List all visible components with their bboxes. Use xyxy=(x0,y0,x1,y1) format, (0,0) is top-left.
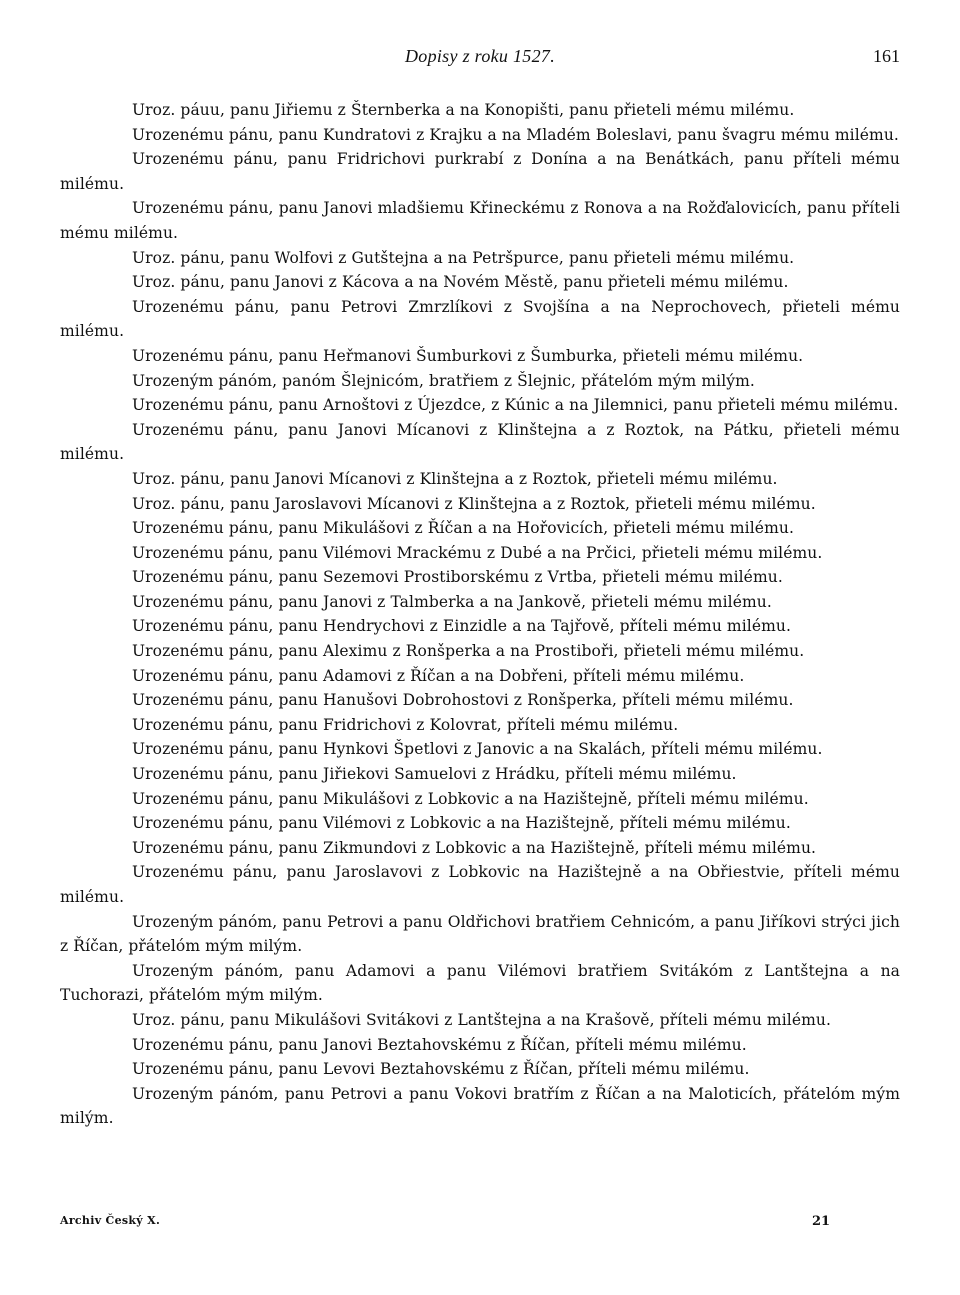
address-entry: Uroz. pánu, panu Jaroslavovi Mícanovi z Klinštejna a z Roztok, přieteli mému milému. xyxy=(132,494,816,513)
address-entry: Urozenému pánu, panu Fridrichovi z Kolovrat, příteli mému milému. xyxy=(132,715,679,734)
address-entry: Urozenému pánu, panu Janovi Beztahovskému z Říčan, příteli mému milému. xyxy=(132,1035,747,1054)
address-entry: Urozenému pánu, panu Petrovi Zmrzlíkovi z Svojšína a na Neprochovech, přieteli mému milému. xyxy=(60,297,900,341)
page-number: 161 xyxy=(873,46,900,66)
page-footer xyxy=(60,1214,900,1236)
address-entry: Urozeným pánóm, panu Petrovi a panu Vokovi bratřím z Říčan a na Maloticích, přátelóm mým milým. xyxy=(60,1084,900,1128)
address-entry: Urozenému pánu, panu Vilémovi z Lobkovic a na Hazištejně, příteli mému milému. xyxy=(132,814,791,833)
address-entry: Urozenému pánu, panu Fridrichovi purkrabí z Donína a na Benátkách, panu příteli mému milému. xyxy=(60,150,900,193)
running-title: Dopisy z roku 1527. xyxy=(404,46,556,66)
address-entry: Urozeným pánóm, panu Petrovi a panu Oldřichovi bratřiem Cehnicóm, a panu Jiříkovi strýci jich z Říčan, přátelóm mým milým. xyxy=(60,912,900,956)
address-entry: Urozenému pánu, panu Heřmanovi Šumburkovi z Šumburka, přieteli mému milému. xyxy=(132,346,804,365)
address-entry: Urozenému pánu, panu Mikulášovi z Lobkovic a na Hazištejně, příteli mému milému. xyxy=(132,789,809,808)
address-entry: Urozenému pánu, panu Levovi Beztahovskému z Říčan, příteli mému milému. xyxy=(132,1060,750,1079)
letter-address-list xyxy=(60,98,900,1131)
address-entry: Urozenému pánu, panu Janovi mladšiemu Křineckému z Ronova a na Rožďalovicích, panu příteli mému milému. xyxy=(60,199,900,242)
address-entry: Uroz. pánu, panu Mikulášovi Svitákovi z Lantštejna a na Krašově, příteli mému milému. xyxy=(132,1010,832,1029)
address-entry: Urozeným pánóm, panu Adamovi a panu Vilémovi bratřiem Svitákóm z Lantštejna a na Tuchorazi, přátelóm mým milým. xyxy=(60,961,900,1005)
address-entry: Urozenému pánu, panu Hanušovi Dobrohostovi z Ronšperka, příteli mému milému. xyxy=(132,691,794,710)
address-entry: Urozenému pánu, panu Adamovi z Říčan a na Dobřeni, příteli mému milému. xyxy=(132,666,745,685)
address-entry: Urozenému pánu, panu Vilémovi Mrackému z Dubé a na Prčici, přieteli mému milému. xyxy=(132,543,823,562)
page-header xyxy=(60,46,900,76)
footer-signature-number: 21 xyxy=(812,1214,831,1229)
address-entry: Urozenému pánu, panu Aleximu z Ronšperka a na Prostiboři, přieteli mému milému. xyxy=(132,642,805,661)
address-entry: Urozenému pánu, panu Hynkovi Špetlovi z Janovic a na Skalách, příteli mému milému. xyxy=(132,740,823,759)
address-entry: Urozenému pánu, panu Janovi Mícanovi z Klinštejna a z Roztok, na Pátku, přieteli mému milému. xyxy=(60,420,900,464)
address-entry: Urozeným pánóm, panóm Šlejnicóm, bratřiem z Šlejnic, přátelóm mým milým. xyxy=(132,371,755,390)
address-entry: Urozenému pánu, panu Arnoštovi z Újezdce, z Kúnic a na Jilemnici, panu přieteli mému milému. xyxy=(132,396,899,415)
address-entry: Urozenému pánu, panu Janovi z Talmberka a na Jankově, přieteli mému milému. xyxy=(132,592,772,611)
address-entry: Uroz. pánu, panu Wolfovi z Gutštejna a na Petršpurce, panu přieteli mému milému. xyxy=(132,248,795,267)
address-entry: Uroz. pánu, panu Janovi z Kácova a na Novém Městě, panu přieteli mému milému. xyxy=(132,273,789,292)
address-entry: Uroz. pánu, panu Janovi Mícanovi z Klinštejna a z Roztok, přieteli mému milému. xyxy=(132,469,778,488)
address-entry: Urozenému pánu, panu Hendrychovi z Einzidle a na Tajřově, příteli mému milému. xyxy=(132,617,792,636)
address-entry: Uroz. páuu, panu Jiřiemu z Šternberka a na Konopišti, panu přieteli mému milému. xyxy=(132,101,795,119)
address-entry: Urozenému pánu, panu Zikmundovi z Lobkovic a na Hazištejně, příteli mému milému. xyxy=(132,838,817,857)
address-entry: Urozenému pánu, panu Mikulášovi z Říčan a na Hořovicích, přieteli mému milému. xyxy=(132,519,794,538)
address-entry: Urozenému pánu, panu Jaroslavovi z Lobkovic na Hazištejně a na Obřiestvie, příteli mému milému. xyxy=(60,863,900,906)
address-entry: Urozenému pánu, panu Sezemovi Prostiborskému z Vrtba, přieteli mému milému. xyxy=(132,568,783,587)
address-entry: Urozenému pánu, panu Jiřiekovi Samuelovi z Hrádku, příteli mému milému. xyxy=(132,765,737,784)
footer-source: Archiv Český X. xyxy=(60,1214,161,1227)
address-entry: Urozenému pánu, panu Kundratovi z Krajku a na Mladém Boleslavi, panu švagru mému milému. xyxy=(132,125,899,144)
